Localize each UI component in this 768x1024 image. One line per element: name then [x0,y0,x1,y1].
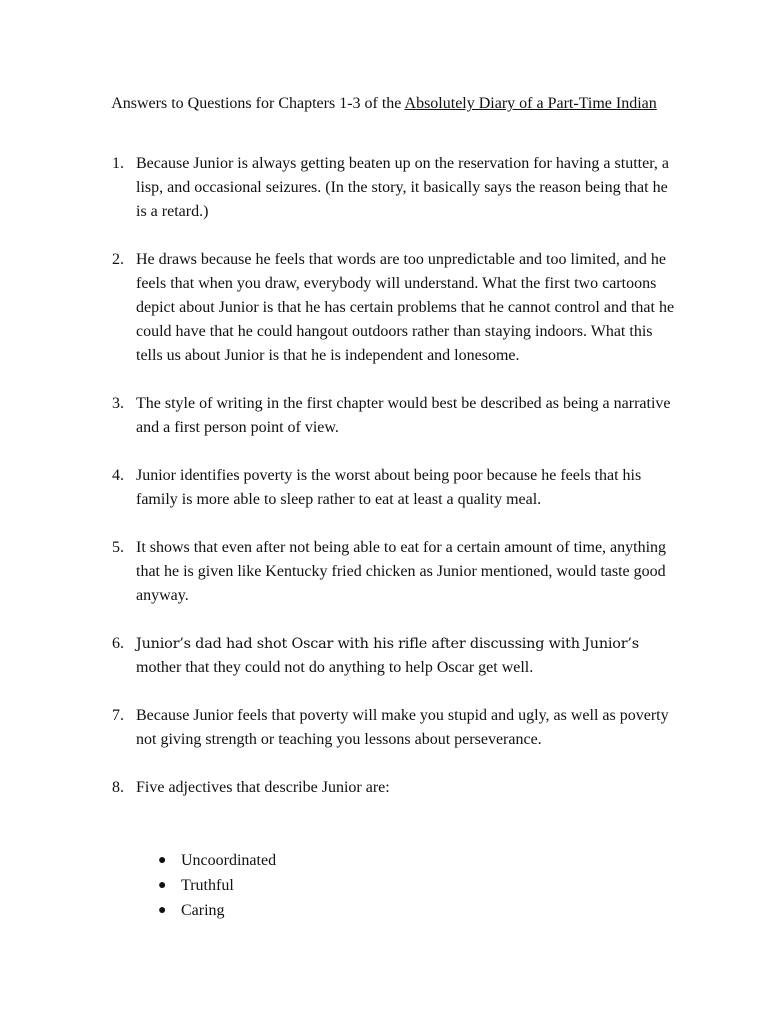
bullet-icon: ● [158,903,167,918]
answer-number: 2. [112,251,124,268]
answer-item [0,632,768,680]
answer-text: It shows that even after not being able to eat for a certain amount of time, anything that he is given like Kentucky fried chicken as Junior mentioned, would taste good anyway. [136,539,667,604]
answer-item [0,248,768,368]
answer-item [0,536,768,608]
answer-number: 1. [112,155,124,172]
page-title [96,92,672,116]
answer-number: 5. [112,539,124,556]
answer-text: He draws because he feels that words are too unpredictable and too limited, and he feels that when you draw, everybody will understand. What the first two cartoons depict about Junior is that he has certain problems that he cannot control and that he could have that he could hangout outdoors rather than staying indoors. What this tells us about Junior is that he is independent and lonesome. [136,251,675,364]
answer-text-rest: mother that they could not do anything to help Oscar get well. [136,659,534,676]
answer-text: The style of writing in the first chapter would best be described as being a narrative and a first person point of view. [136,395,671,436]
answer-text: Junior identifies poverty is the worst about being poor because he feels that his family is more able to sleep rather to eat at least a quality meal. [136,467,642,508]
bullet-icon: ● [158,878,167,893]
answer-text: Five adjectives that describe Junior are: [136,779,390,796]
answer-number: 8. [112,779,124,796]
adjective-text: Truthful [181,877,234,894]
answer-item [0,776,768,800]
answer-number: 4. [112,467,124,484]
answer-number: 6. [112,635,124,652]
answer-item [0,152,768,224]
book-title: Absolutely Diary of a Part-Time Indian [404,95,657,112]
answer-text [136,636,639,676]
adjective-text: Uncoordinated [181,852,277,869]
answer-number: 3. [112,395,124,412]
answer-text-first-line: Junior’s dad had shot Oscar with his rifle after discussing with Junior’s [136,636,639,652]
answer-item [0,392,768,440]
adjective-item [0,848,768,873]
bullet-icon: ● [158,853,167,868]
adjective-list [0,848,768,923]
answer-item [0,704,768,752]
adjective-item [0,898,768,923]
adjective-item [0,873,768,898]
answer-item [0,464,768,512]
adjective-text: Caring [181,902,225,919]
answer-number: 7. [112,707,124,724]
answers-list [0,152,768,824]
answer-text: Because Junior is always getting beaten up on the reservation for having a stutter, a lisp, and occasional seizures. (In the story, it basically says the reason being that he is a retard.) [136,155,669,220]
answer-text: Because Junior feels that poverty will make you stupid and ugly, as well as poverty not giving strength or teaching you lessons about perseverance. [136,707,669,748]
title-prefix: Answers to Questions for Chapters 1-3 of the [111,95,402,112]
